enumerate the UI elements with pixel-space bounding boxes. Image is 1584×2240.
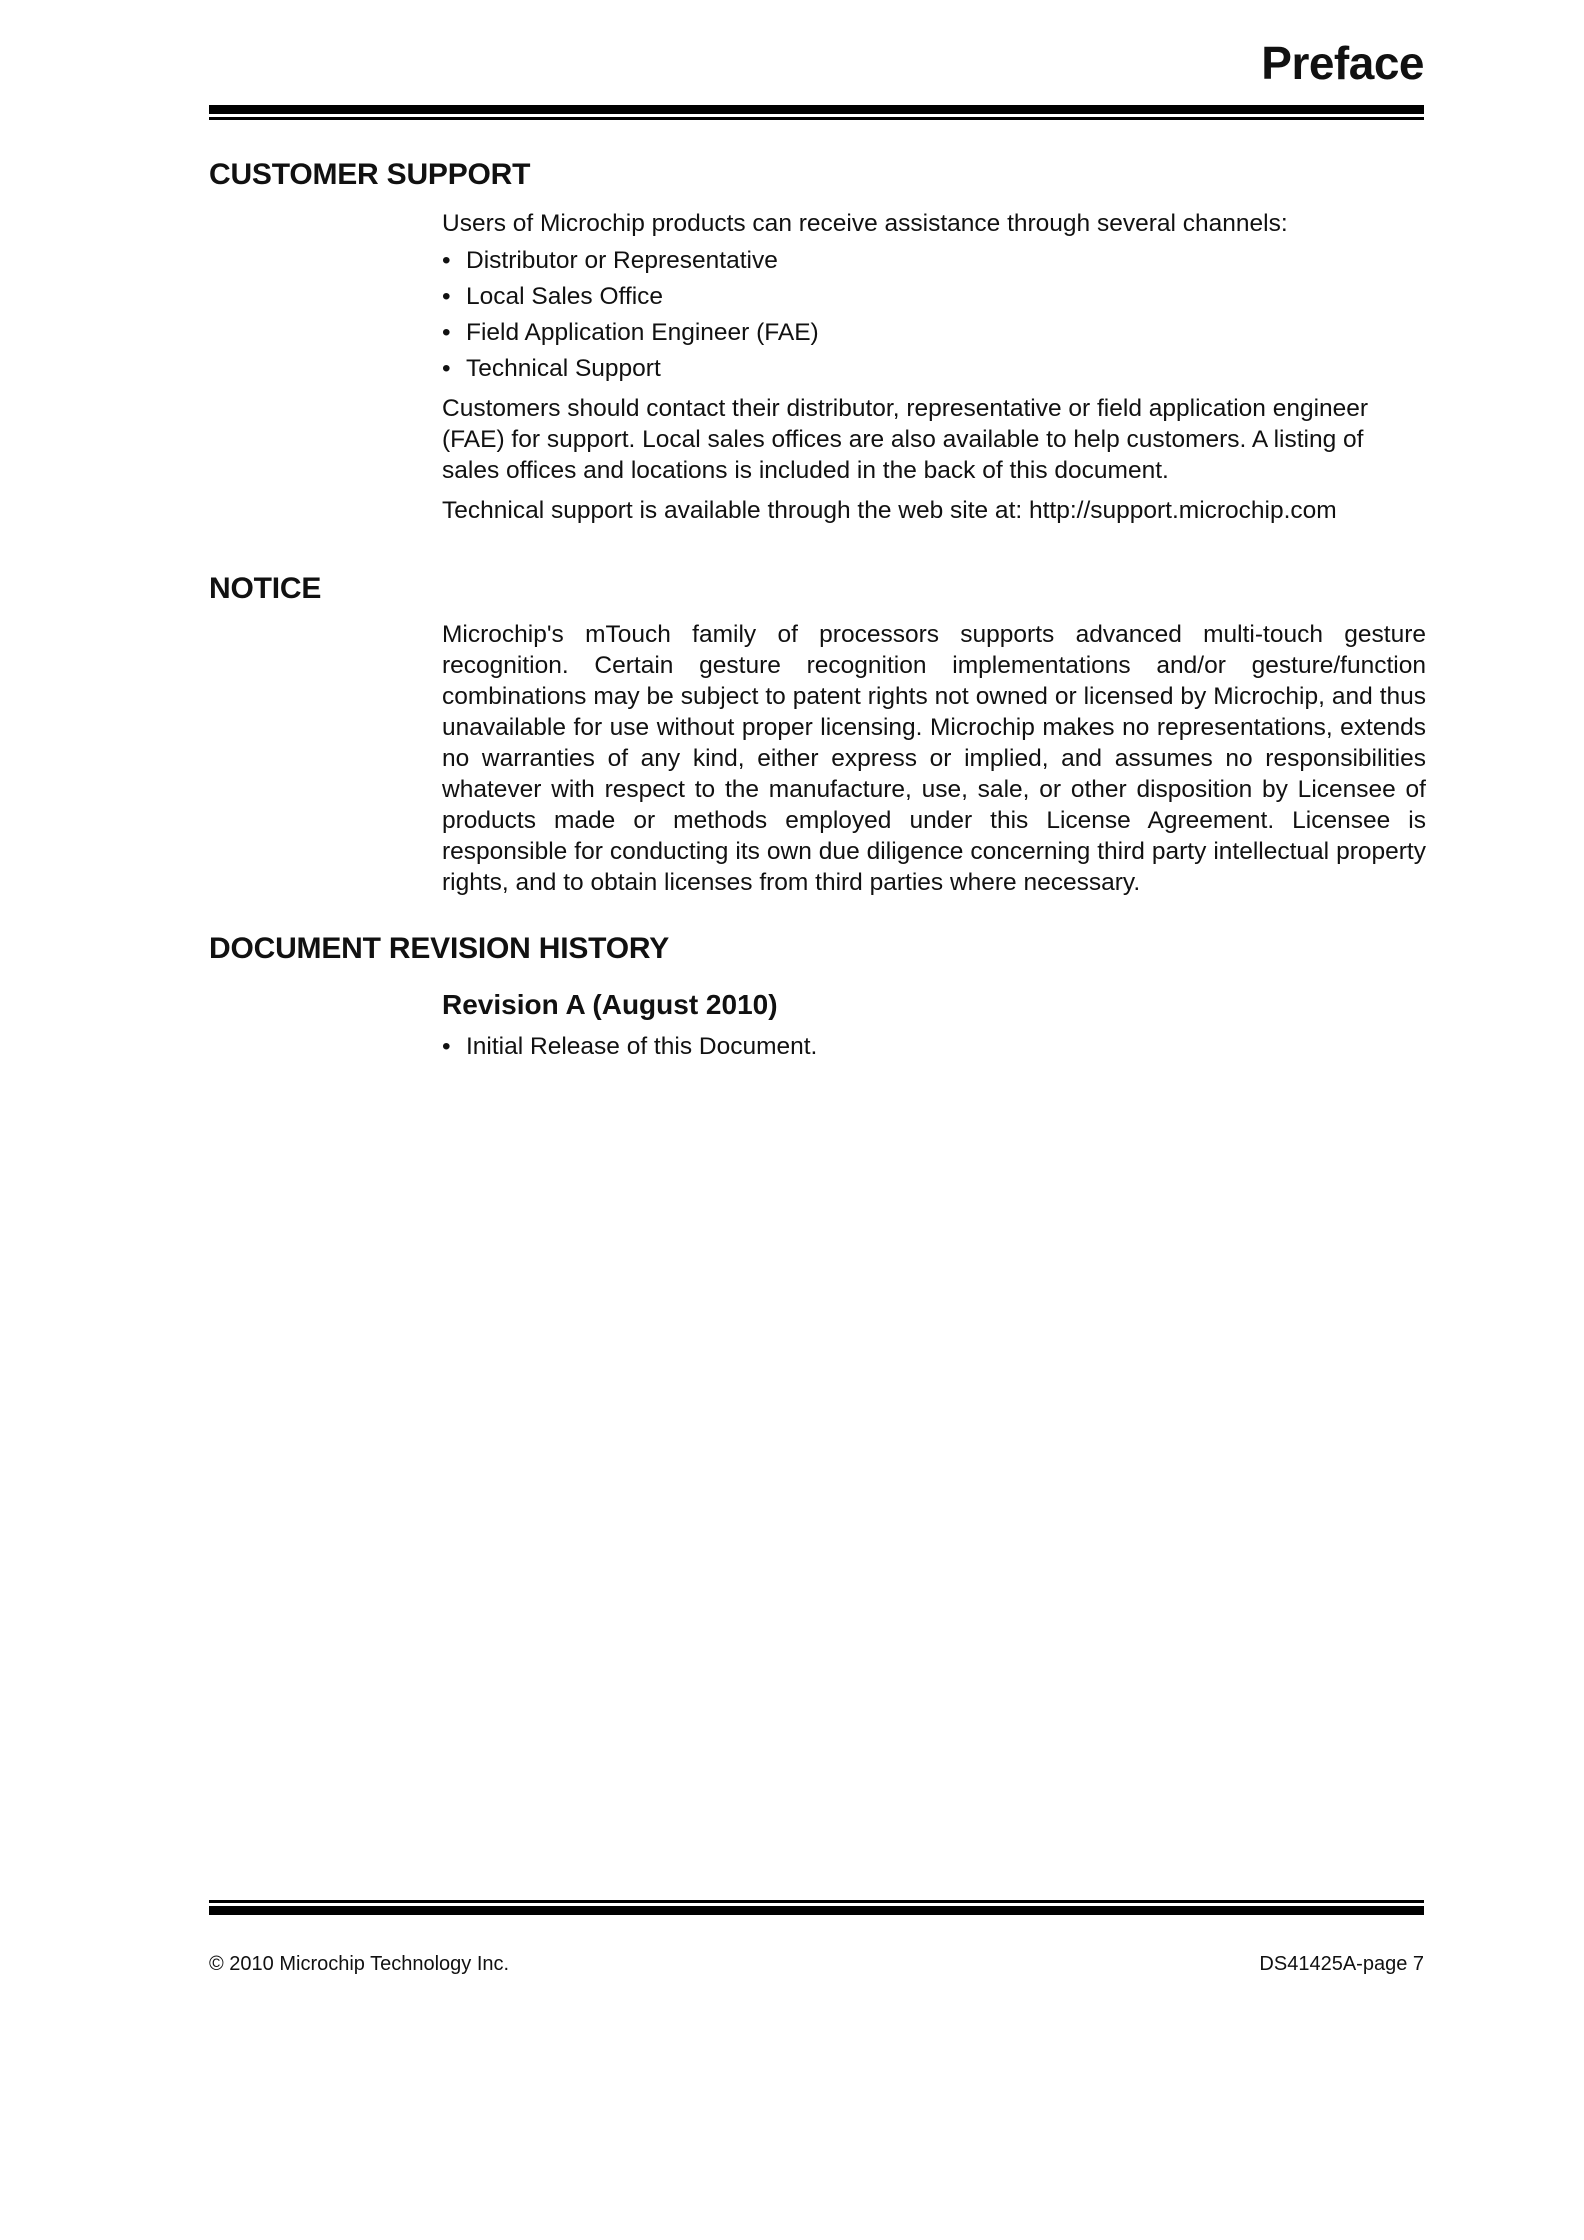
notice-text: Microchip's mTouch family of processors supports advanced multi-touch gesture recognition. Certain gesture recognition implementations and/or gesture/function combinations may be subject to patent rights not owned or licensed by Microchip, and thus unavailable for use without proper licensing. Microchip makes no representations, extends no warranties of any kind, either express or implied, and assumes no responsibilities whatever with respect to the manufacture, use, sale, or other disposition by Licensee of products made or methods employed under this License Agreement. Licensee is responsible for conducting its own due diligence concerning third party intellectual property rights, and to obtain licenses from third parties where necessary. — [442, 621, 1426, 896]
footer-rule-thin — [209, 1900, 1424, 1903]
support-channel-label: Local Sales Office — [466, 283, 664, 310]
header-rule-thick — [209, 105, 1424, 114]
footer-copyright: © 2010 Microchip Technology Inc. — [209, 1953, 510, 1975]
support-channel-item — [442, 243, 1426, 279]
revision-items-list — [442, 1029, 1426, 1065]
revision-item-label: Initial Release of this Document. — [466, 1033, 818, 1060]
revision-history-body — [442, 991, 1426, 1065]
support-channel-item — [442, 351, 1426, 387]
notice-heading: NOTICE — [209, 572, 322, 605]
bullet-icon: • — [442, 1033, 451, 1060]
revision-history-heading: DOCUMENT REVISION HISTORY — [209, 932, 670, 965]
support-channel-label: Technical Support — [466, 355, 661, 382]
notice-body — [442, 619, 1426, 898]
bullet-icon: • — [442, 247, 451, 274]
revision-title: Revision A (August 2010) — [442, 989, 778, 1020]
bullet-icon: • — [442, 355, 451, 382]
customer-support-heading: CUSTOMER SUPPORT — [209, 158, 531, 191]
customer-support-intro: Users of Microchip products can receive assistance through several channels: — [442, 210, 1288, 237]
header-rule-thin — [209, 117, 1424, 120]
customer-support-contact: Customers should contact their distributor, representative or field application engineer (FAE) for support. Local sales offices are also available to help customers. A listing of sales offices and locations is included in the back of this document. — [442, 395, 1369, 484]
page-header-title: Preface — [1261, 37, 1424, 89]
support-channel-item — [442, 279, 1426, 315]
support-channel-label: Distributor or Representative — [466, 247, 778, 274]
support-channel-label: Field Application Engineer (FAE) — [466, 319, 819, 346]
bullet-icon: • — [442, 283, 451, 310]
customer-support-body — [442, 208, 1426, 526]
revision-item — [442, 1029, 1426, 1065]
support-channel-item — [442, 315, 1426, 351]
footer-page-id: DS41425A-page 7 — [1259, 1953, 1424, 1975]
technical-support-info: Technical support is available through the web site at: http://support.microchip.com — [442, 497, 1337, 524]
footer-rule-thick — [209, 1906, 1424, 1915]
support-channel-list — [442, 243, 1426, 387]
bullet-icon: • — [442, 319, 451, 346]
